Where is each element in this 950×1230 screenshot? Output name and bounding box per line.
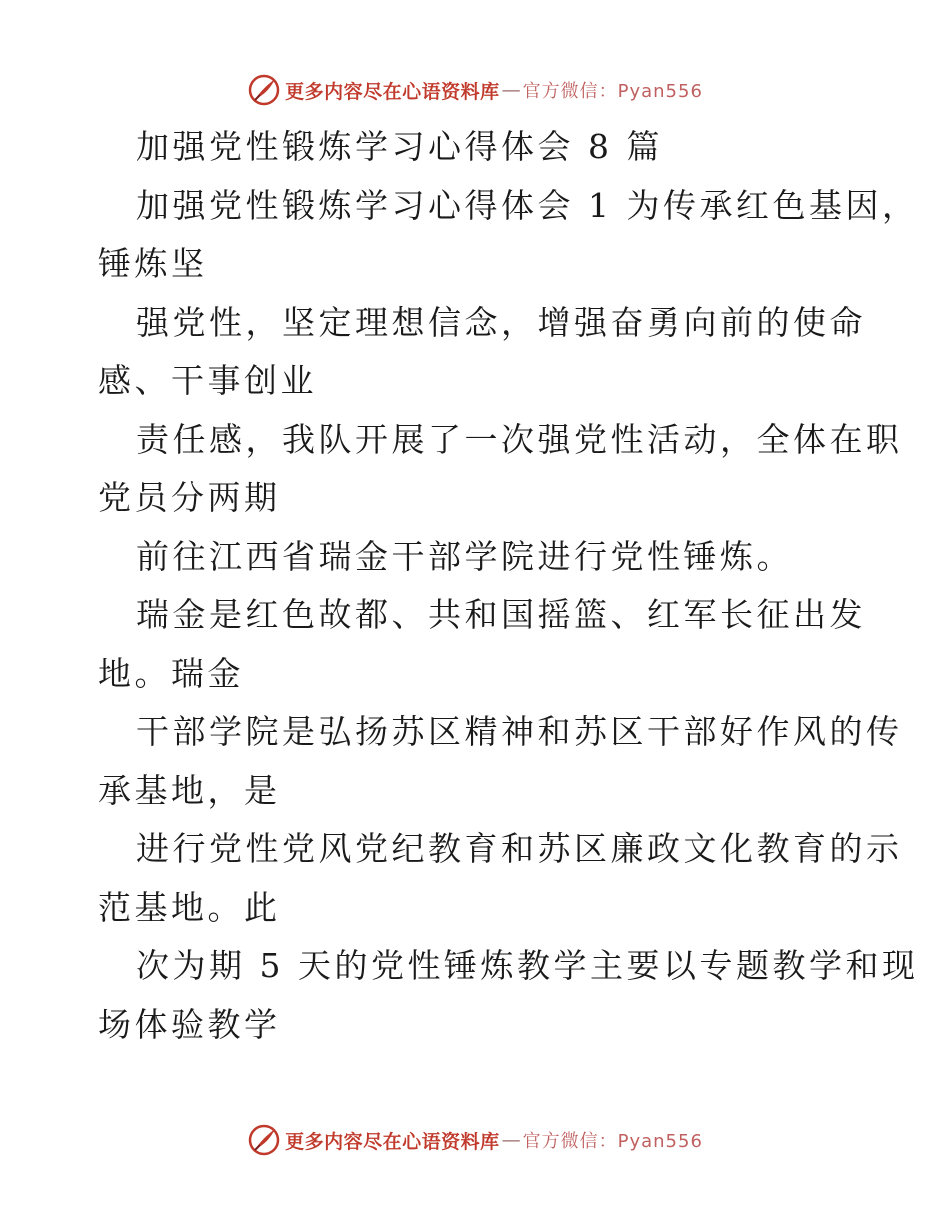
text-line: 感、干事创业: [98, 361, 317, 400]
footer-brand-bar: [0, 1120, 950, 1160]
brand-separator: —: [501, 1129, 521, 1151]
text-line: 瑞金是红色故都、共和国摇篮、红军长征出发: [136, 595, 866, 634]
wechat-text: 官方微信：Pyan556: [522, 1131, 703, 1152]
text-line: 锤炼坚: [98, 244, 208, 283]
brand-text: 更多内容尽在心语资料库: [285, 80, 500, 103]
wechat-text: 官方微信：Pyan556: [522, 81, 703, 102]
quill-circle-icon: [247, 73, 281, 107]
document-body: [98, 118, 919, 1054]
text-line: 次为期 5 天的党性锤炼教学主要以专题教学和现: [136, 946, 919, 985]
brand-text: 更多内容尽在心语资料库: [285, 1130, 500, 1153]
text-line: 进行党性党风党纪教育和苏区廉政文化教育的示: [136, 829, 903, 868]
text-line: 加强党性锻炼学习心得体会 1 为传承红色基因，: [136, 185, 919, 225]
quill-circle-icon: [247, 1123, 281, 1157]
text-line: 地。瑞金: [98, 653, 244, 693]
text-line: 强党性，坚定理想信念，增强奋勇向前的使命: [136, 302, 866, 342]
text-line: 承基地，是: [98, 770, 281, 810]
brand-separator: —: [501, 79, 521, 101]
text-line: 干部学院是弘扬苏区精神和苏区干部好作风的传: [136, 712, 903, 751]
text-line: 党员分两期: [98, 478, 281, 517]
text-line: 加强党性锻炼学习心得体会 8 篇: [136, 127, 663, 166]
text-line: 责任感，我队开展了一次强党性活动，全体在职: [136, 419, 903, 459]
text-line: 前往江西省瑞金干部学院进行党性锤炼。: [136, 536, 793, 576]
text-line: 场体验教学: [98, 1004, 281, 1044]
text-line: 范基地。此: [98, 887, 281, 927]
header-brand-bar: [0, 70, 950, 110]
